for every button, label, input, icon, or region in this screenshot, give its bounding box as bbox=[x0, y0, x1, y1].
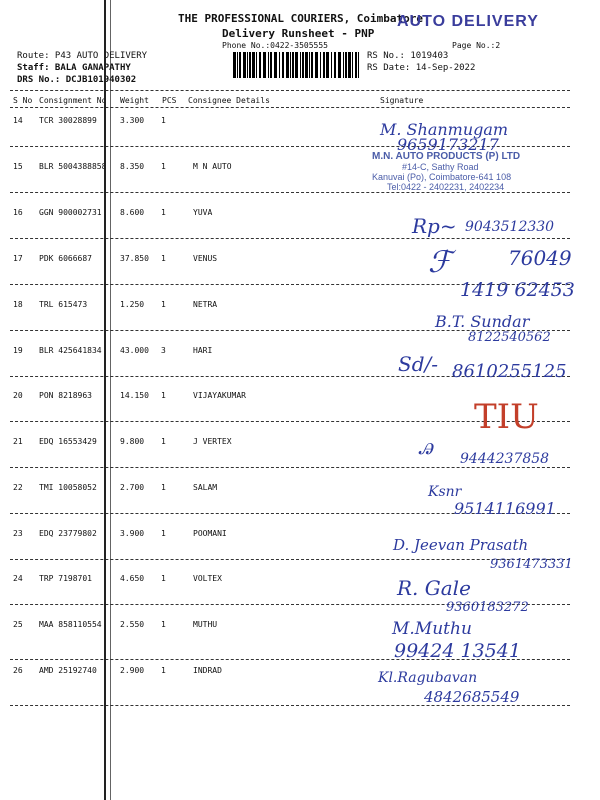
row-weight: 14.150 bbox=[120, 391, 149, 400]
divider bbox=[10, 559, 570, 560]
row-pcs: 1 bbox=[161, 208, 166, 217]
row-consignment: PON 8218963 bbox=[39, 391, 92, 400]
signature-number: 9043512330 bbox=[465, 219, 555, 235]
row-sno: 18 bbox=[13, 300, 23, 309]
row-sno: 14 bbox=[13, 116, 23, 125]
row-pcs: 1 bbox=[161, 162, 166, 171]
row-sno: 24 bbox=[13, 574, 23, 583]
table-row bbox=[0, 116, 600, 146]
row-consignment: TCR 30028899 bbox=[39, 116, 97, 125]
row-sno: 17 bbox=[13, 254, 23, 263]
row-consignment: BLR 5004388858 bbox=[39, 162, 107, 171]
signature-scrawl: ꭿ bbox=[418, 432, 433, 460]
signature-scrawl: D. Jeevan Prasath bbox=[393, 536, 529, 554]
signature-scrawl: ℱ bbox=[428, 245, 452, 280]
row-weight: 8.350 bbox=[120, 162, 145, 171]
col-signature: Signature bbox=[380, 96, 424, 105]
signature-number: 76049 bbox=[508, 246, 572, 270]
row-consignment: GGN 900002731 bbox=[39, 208, 102, 217]
row-consignee: VENUS bbox=[193, 254, 218, 263]
row-consignee: MUTHU bbox=[193, 620, 218, 629]
company-stamp bbox=[372, 151, 572, 192]
page-number: Page No.:2 bbox=[452, 41, 501, 50]
row-consignee: POOMANI bbox=[193, 529, 227, 538]
col-consignment: Consignment No bbox=[39, 96, 107, 105]
binding-line bbox=[110, 0, 111, 800]
row-pcs: 1 bbox=[161, 116, 166, 125]
barcode-icon bbox=[233, 52, 359, 78]
signature-number: 99424 13541 bbox=[394, 640, 521, 662]
signature-number: 1419 62453 bbox=[460, 279, 575, 301]
signature-number: 8122540562 bbox=[468, 330, 551, 345]
row-sno: 21 bbox=[13, 437, 23, 446]
col-sno: S No bbox=[13, 96, 33, 105]
row-sno: 20 bbox=[13, 391, 23, 400]
row-weight: 3.900 bbox=[120, 529, 145, 538]
row-consignment: AMD 25192740 bbox=[39, 666, 97, 675]
row-pcs: 1 bbox=[161, 437, 166, 446]
signature-number: 9361473331 bbox=[490, 557, 573, 572]
rs-date: RS Date: 14-Sep-2022 bbox=[367, 63, 476, 73]
row-pcs: 1 bbox=[161, 666, 166, 675]
signature-scrawl: B.T. Sundar bbox=[435, 312, 530, 331]
row-sno: 22 bbox=[13, 483, 23, 492]
auto-delivery-stamp: AUTO DELIVERY bbox=[397, 13, 539, 30]
divider bbox=[10, 107, 570, 108]
row-consignee: YUVA bbox=[193, 208, 213, 217]
company-title: THE PROFESSIONAL COURIERS, Coimbatore bbox=[178, 12, 424, 25]
signature-scrawl: M. Shanmugam bbox=[380, 120, 509, 139]
signature-scrawl: TIU bbox=[474, 397, 539, 437]
drs-number: DRS No.: DCJB101940302 bbox=[17, 75, 137, 85]
signature-scrawl: Kl.Ragubavan bbox=[378, 670, 478, 686]
row-consignee: HARI bbox=[193, 346, 213, 355]
divider bbox=[10, 238, 570, 239]
divider bbox=[10, 192, 570, 193]
row-sno: 15 bbox=[13, 162, 23, 171]
row-weight: 3.300 bbox=[120, 116, 145, 125]
stamp-address-2: Kanuvai (Po), Coimbatore-641 108 bbox=[372, 172, 512, 182]
binding-line bbox=[104, 0, 106, 800]
row-weight: 2.700 bbox=[120, 483, 145, 492]
signature-scrawl: M.Muthu bbox=[392, 619, 472, 639]
route-label: Route: P43 AUTO DELIVERY bbox=[17, 51, 148, 61]
signature-number: 4842685549 bbox=[424, 688, 520, 706]
row-consignment: TRL 615473 bbox=[39, 300, 88, 309]
row-consignee: INDRAD bbox=[193, 666, 222, 675]
row-pcs: 3 bbox=[161, 346, 166, 355]
rs-number: RS No.: 1019403 bbox=[367, 51, 449, 61]
row-consignment: EDQ 23779802 bbox=[39, 529, 97, 538]
divider bbox=[10, 90, 570, 91]
stamp-address-1: #14-C, Sathy Road bbox=[402, 162, 479, 172]
runsheet-title: Delivery Runsheet - PNP bbox=[222, 27, 375, 40]
row-weight: 43.000 bbox=[120, 346, 149, 355]
col-pcs: PCS bbox=[162, 96, 177, 105]
signature-scrawl: R. Gale bbox=[397, 576, 471, 600]
signature-number: 8610255125 bbox=[452, 361, 567, 382]
row-weight: 37.850 bbox=[120, 254, 149, 263]
row-consignment: BLR 425641834 bbox=[39, 346, 102, 355]
col-weight: Weight bbox=[120, 96, 149, 105]
row-sno: 26 bbox=[13, 666, 23, 675]
row-consignment: MAA 858110554 bbox=[39, 620, 102, 629]
col-consignee: Consignee Details bbox=[188, 96, 270, 105]
row-sno: 23 bbox=[13, 529, 23, 538]
row-pcs: 1 bbox=[161, 254, 166, 263]
stamp-phone: Tel:0422 - 2402231, 2402234 bbox=[387, 182, 505, 192]
row-pcs: 1 bbox=[161, 574, 166, 583]
row-consignee: VOLTEX bbox=[193, 574, 222, 583]
row-sno: 25 bbox=[13, 620, 23, 629]
row-pcs: 1 bbox=[161, 391, 166, 400]
signature-number: 9360183272 bbox=[446, 600, 529, 615]
signature-scrawl: Rp~ bbox=[412, 214, 457, 238]
staff-label: Staff: BALA GANAPATHY bbox=[17, 63, 131, 73]
signature-number: 9659173217 bbox=[397, 135, 499, 154]
row-pcs: 1 bbox=[161, 300, 166, 309]
divider bbox=[10, 467, 570, 468]
stamp-company-name: M.N. AUTO PRODUCTS (P) LTD bbox=[372, 151, 521, 162]
row-consignee: M N AUTO bbox=[193, 162, 232, 171]
row-consignment: TRP 7198701 bbox=[39, 574, 92, 583]
row-weight: 2.900 bbox=[120, 666, 145, 675]
row-consignment: EDQ 16553429 bbox=[39, 437, 97, 446]
row-consignment: TMI 10058052 bbox=[39, 483, 97, 492]
phone-number: Phone No.:0422-3505555 bbox=[222, 41, 328, 50]
row-consignee: J VERTEX bbox=[193, 437, 232, 446]
row-pcs: 1 bbox=[161, 529, 166, 538]
row-weight: 1.250 bbox=[120, 300, 145, 309]
row-consignment: PDK 6066687 bbox=[39, 254, 92, 263]
signature-scrawl: Sd/- bbox=[398, 352, 438, 376]
row-sno: 19 bbox=[13, 346, 23, 355]
row-weight: 4.650 bbox=[120, 574, 145, 583]
row-consignee: NETRA bbox=[193, 300, 218, 309]
row-pcs: 1 bbox=[161, 483, 166, 492]
row-consignee: SALAM bbox=[193, 483, 218, 492]
signature-number: 9444237858 bbox=[460, 451, 550, 467]
signature-scrawl: Ksnr bbox=[428, 484, 462, 500]
row-pcs: 1 bbox=[161, 620, 166, 629]
row-consignee: VIJAYAKUMAR bbox=[193, 391, 246, 400]
row-weight: 2.550 bbox=[120, 620, 145, 629]
row-sno: 16 bbox=[13, 208, 23, 217]
row-weight: 9.800 bbox=[120, 437, 145, 446]
row-weight: 8.600 bbox=[120, 208, 145, 217]
signature-number: 9514116991 bbox=[454, 499, 556, 518]
